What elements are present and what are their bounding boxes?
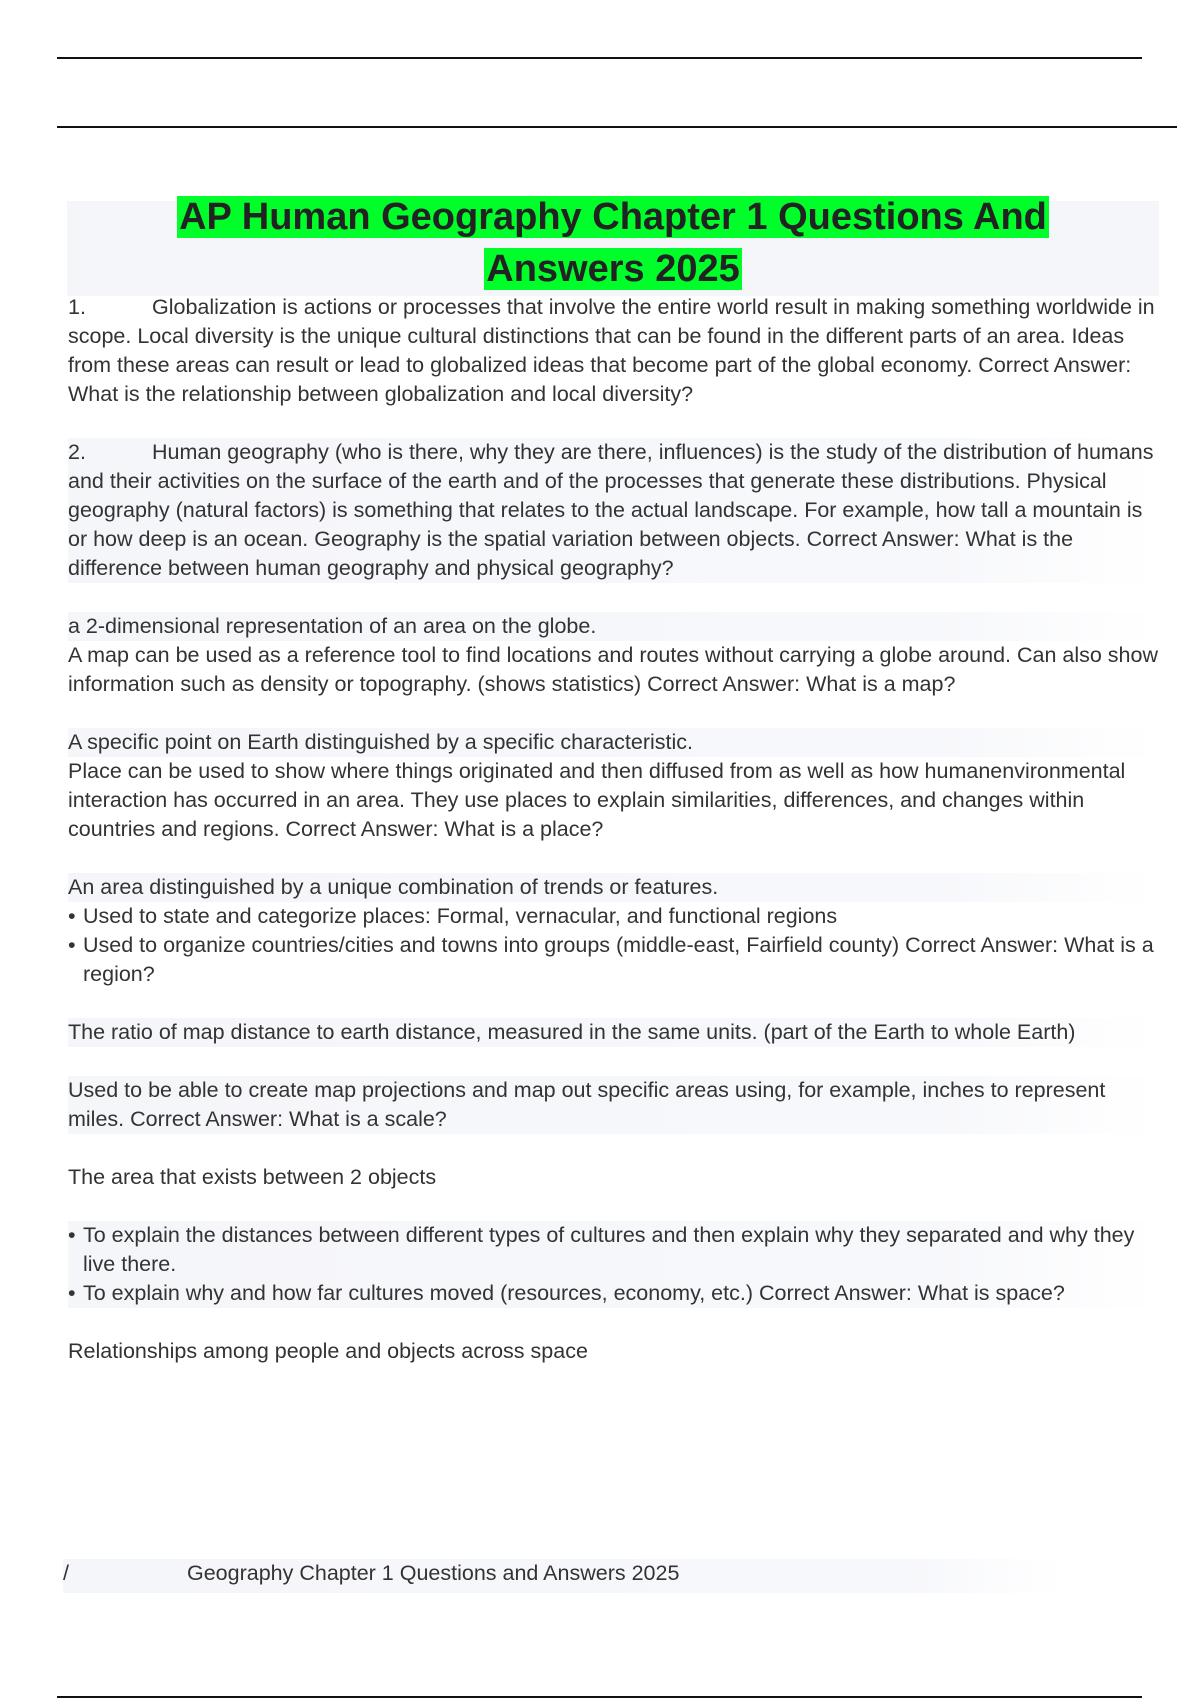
map-question [68, 612, 1158, 699]
scale-definition: The ratio of map distance to earth distance, measured in the same units. (part of the Earth to whole Earth) [68, 1018, 1158, 1047]
region-definition: An area distinguished by a unique combination of trends or features. [68, 873, 1158, 902]
map-definition: a 2-dimensional representation of an area on the globe. [68, 612, 1158, 641]
document-title [67, 191, 1159, 295]
question-2-text: Human geography (who is there, why they are there, influences) is the study of the distribution of humans and their activities on the surface of the earth and of the processes that generate these distributions. Physical geography (natural factors) is something that relates to the actual landscape. For example, how tall a mountain is or how deep is an ocean. Geography is the spatial variation between objects. Correct Answer: What is the difference between human geography and physical geography? [68, 440, 1154, 580]
region-bullet-2: • Used to organize countries/cities and towns into groups (middle-east, Fairfield county) Correct Answer: What is a region? [68, 931, 1158, 989]
place-question [68, 728, 1158, 844]
question-2 [68, 438, 1158, 583]
top-rule [57, 57, 1142, 59]
scale-explanation: Used to be able to create map projections and map out specific areas using, for example, inches to represent miles. Correct Answer: What is a scale? [68, 1076, 1158, 1134]
space-explanation [68, 1221, 1158, 1308]
region-bullet-1: • Used to state and categorize places: Formal, vernacular, and functional regions [68, 902, 1158, 931]
space-bullet-1: • To explain the distances between different types of cultures and then explain why they separated and why they live there. [68, 1221, 1158, 1279]
footer-fragment: / [63, 1561, 69, 1585]
space-bullet-list [68, 1221, 1158, 1308]
connection-definition: Relationships among people and objects across space [68, 1339, 588, 1363]
space-bullet-2: • To explain why and how far cultures moved (resources, economy, etc.) Correct Answer: What is space? [68, 1279, 1158, 1308]
map-explanation: A map can be used as a reference tool to find locations and routes without carrying a globe around. Can also show information such as density or topography. (shows statistics) Correct Answer: What is a map? [68, 643, 1159, 696]
header-rule [57, 126, 1177, 128]
space-definition: The area that exists between 2 objects [68, 1165, 437, 1189]
question-1 [68, 293, 1158, 409]
place-explanation: Place can be used to show where things originated and then diffused from as well as how humanenvironmental interaction has occurred in an area. They use places to explain similarities, differences, and changes within countries and regions. Correct Answer: What is a place? [68, 759, 1126, 841]
place-definition: A specific point on Earth distinguished by a specific characteristic. [68, 728, 1158, 757]
title-line-1: AP Human Geography Chapter 1 Questions And [179, 196, 1047, 238]
question-1-number: 1. [68, 295, 86, 319]
bottom-rule [57, 1696, 1142, 1698]
document-body [68, 293, 1158, 1395]
question-1-text: Globalization is actions or processes that involve the entire world result in making something worldwide in scope. Local diversity is the unique cultural distinctions that can be found in the different parts of an area. Ideas from these areas can result or lead to globalized ideas that become part of the global economy. Correct Answer: What is the relationship between globalization and local diversity? [68, 295, 1155, 406]
footer-text: Geography Chapter 1 Questions and Answers 2025 [187, 1561, 680, 1585]
question-2-number: 2. [68, 440, 86, 464]
region-question [68, 873, 1158, 989]
page-footer [63, 1559, 1063, 1593]
title-line-2: Answers 2025 [486, 248, 740, 290]
region-bullet-list [68, 902, 1158, 989]
